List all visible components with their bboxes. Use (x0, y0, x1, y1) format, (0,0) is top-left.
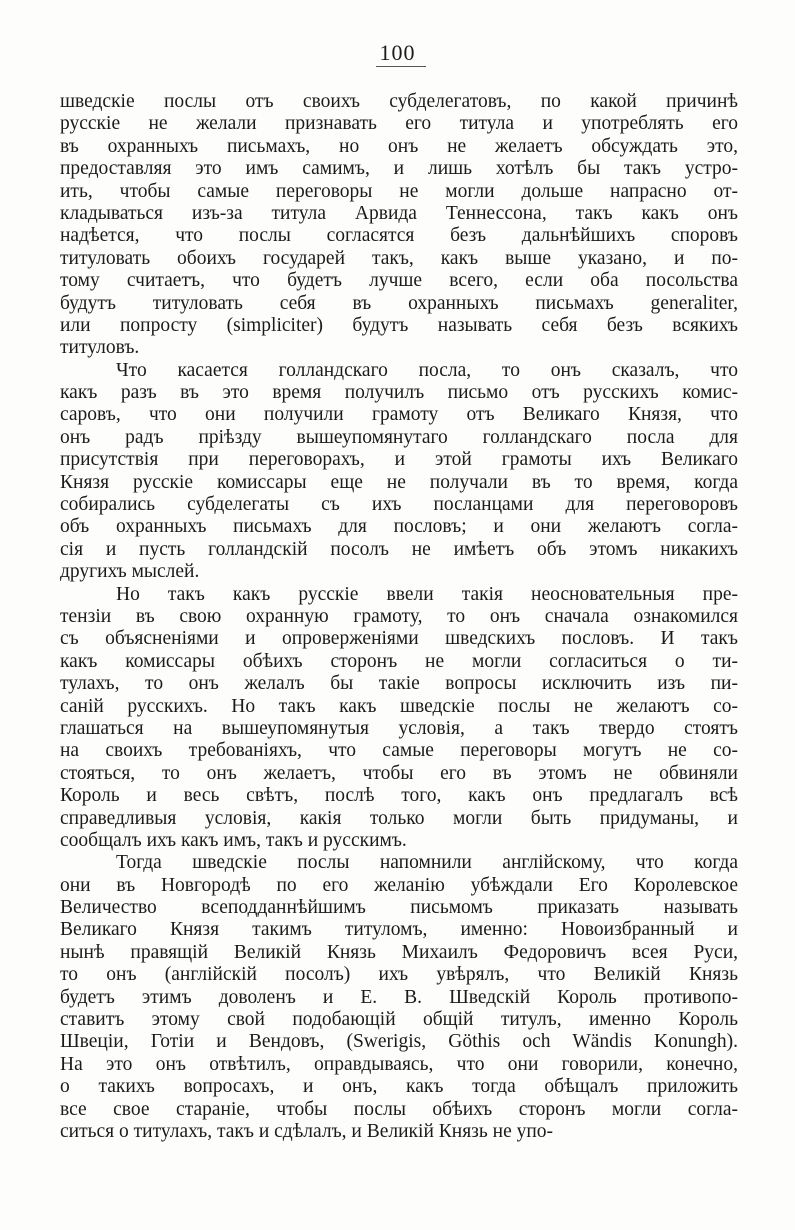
text-line: какъ разъ въ это время получилъ письмо отъ русскихъ комис- (60, 382, 738, 404)
paragraph (60, 360, 738, 584)
paragraph (60, 584, 738, 853)
text-line: шведскіе послы отъ своихъ субделегатовъ, по какой причинѣ (60, 91, 738, 112)
text-line: саровъ, что они получили грамоту отъ Великаго Князя, что (60, 404, 738, 426)
text-line: съ объясненіями и опроверженіями шведскихъ пословъ. И такъ (60, 628, 738, 650)
text-line: тулахъ, то онъ желалъ бы такіе вопросы исключить изъ пи- (60, 673, 738, 695)
text-line: онъ радъ пріѣзду вышеупомянутаго голландскаго посла для (60, 426, 738, 448)
text-line: Швеціи, Готіи и Вендовъ, (Swerigis, Göthis och Wändis Konungh). (60, 1031, 738, 1053)
page-number: 100 (379, 40, 416, 65)
text-line: нынѣ правящій Великій Князь Михаилъ Федоровичъ всея Руси, (60, 941, 738, 963)
text-line: тому считаетъ, что будетъ лучше всего, если оба посольства (60, 270, 738, 292)
text-line: надѣется, что послы согласятся безъ дальнѣйшихъ споровъ (60, 225, 738, 247)
text-line: титуловъ. (60, 337, 140, 359)
text-line: Тогда шведскіе послы напомнили англійскому, что когда (116, 852, 738, 874)
text-line: тензіи въ свою охранную грамоту, то онъ сначала ознакомился (60, 605, 738, 627)
text-line: кладываться изъ-за титула Арвида Теннессона, такъ какъ онъ (60, 202, 738, 224)
text-line: Что касается голландскаго посла, то онъ сказалъ, что (116, 359, 738, 381)
text-line: глашаться на вышеупомянутыя условія, а такъ твердо стоятъ (60, 717, 738, 739)
paragraph (60, 91, 738, 360)
text-line: или попросту (simpliciter) будутъ называть себя безъ всякихъ (60, 314, 738, 336)
text-line: русскіе не желали признавать его титула и употреблять его (60, 113, 738, 135)
text-line: ситься о титулахъ, такъ и сдѣлалъ, и Великій Князь не упо- (60, 1120, 554, 1142)
text-line: о такихъ вопросахъ, и онъ, какъ тогда обѣщалъ приложить (60, 1076, 738, 1098)
paragraph (60, 852, 738, 1143)
text-line: ить, чтобы самые переговоры не могли дольше напрасно от- (60, 180, 738, 202)
text-line: то онъ (англійскій посолъ) ихъ увѣрялъ, что Великій Князь (60, 964, 738, 986)
text-line: будутъ титуловать себя въ охранныхъ письмахъ generaliter, (60, 292, 738, 314)
text-line: Король и весь свѣтъ, послѣ того, какъ онъ предлагалъ всѣ (60, 785, 738, 807)
text-line: Князя русскіе комиссары еще не получали въ то время, когда (60, 471, 738, 493)
text-line: сообщалъ ихъ какъ имъ, такъ и русскимъ. (60, 829, 407, 851)
text-line: Величество всеподданнѣйшимъ письмомъ приказать называть (60, 897, 738, 919)
text-line: Великаго Князя такимъ титуломъ, именно: Новоизбранный и (60, 919, 738, 941)
text-line: другихъ мыслей. (60, 561, 200, 583)
text-line: объ охранныхъ письмахъ для пословъ; и они желаютъ согла- (60, 516, 738, 538)
text-line: ставитъ этому свой подобающій общій титулъ, именно Король (60, 1009, 738, 1031)
body-text (60, 91, 738, 1143)
text-line: Но такъ какъ русскіе ввели такія неосновательныя пре- (116, 583, 738, 605)
text-line: все свое стараніе, чтобы послы обѣихъ сторонъ могли согла- (60, 1098, 738, 1120)
text-line: присутствія при переговорахъ, и этой грамоты ихъ Великаго (60, 449, 738, 471)
text-line: саній русскихъ. Но такъ какъ шведскіе послы не желаютъ со- (60, 695, 738, 717)
text-line: въ охранныхъ письмахъ, но онъ не желаетъ обсуждать это, (60, 135, 738, 157)
text-line: собирались субделегаты съ ихъ посланцами для переговоровъ (60, 494, 738, 516)
text-line: сія и пусть голландскій посолъ не имѣетъ объ этомъ никакихъ (60, 538, 738, 560)
text-line: какъ комиссары обѣихъ сторонъ не могли согласиться о ти- (60, 650, 738, 672)
page-number-rule (376, 66, 426, 67)
text-line: титуловать обоихъ государей такъ, какъ выше указано, и по- (60, 247, 738, 269)
text-line: На это онъ отвѣтилъ, оправдываясь, что они говорили, конечно, (60, 1053, 738, 1075)
text-line: будетъ этимъ доволенъ и Е. В. Шведскій Король противопо- (60, 986, 738, 1008)
text-line: на своихъ требованіяхъ, что самые переговоры могутъ не со- (60, 740, 738, 762)
text-line: предоставляя это имъ самимъ, и лишь хотѣлъ бы такъ устро- (60, 158, 738, 180)
text-line: стояться, то онъ желаетъ, чтобы его въ этомъ не обвиняли (60, 762, 738, 784)
text-line: справедливыя условія, какія только могли быть придуманы, и (60, 807, 738, 829)
text-line: они въ Новгородѣ по его желанію убѣждали Его Королевское (60, 874, 738, 896)
